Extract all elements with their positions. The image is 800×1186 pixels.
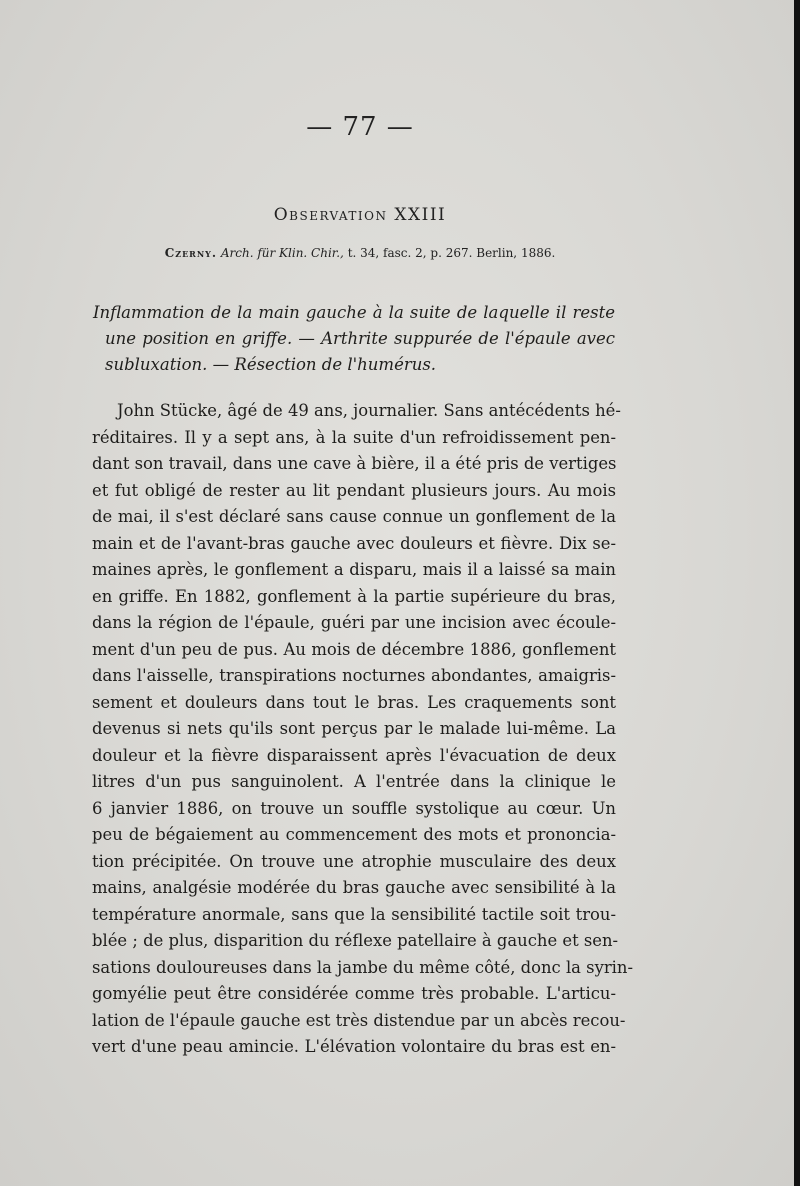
case-summary xyxy=(93,300,615,378)
body-line: dant son travail, dans une cave à bière, il a été pris de vertiges xyxy=(92,454,617,473)
body-line: 6 janvier 1886, on trouve un souffle systolique au cœur. Un xyxy=(92,798,616,818)
body-line: sement et douleurs dans tout le bras. Les craquements sont xyxy=(92,692,616,712)
body-line: et fut obligé de rester au lit pendant plusieurs jours. Au mois xyxy=(92,480,616,500)
body-line: douleur et la fièvre disparaissent après l'évacuation de deux xyxy=(92,745,616,765)
body-line: peu de bégaiement au commencement des mots et prononcia- xyxy=(92,825,616,844)
citation-details: t. 34, fasc. 2, p. 267. Berlin, 1886. xyxy=(347,246,556,260)
body-line: tion précipitée. On trouve une atrophie musculaire des deux xyxy=(92,851,616,871)
citation-journal: Arch. für Klin. Chir., xyxy=(220,246,344,260)
body-line: John Stücke, âgé de 49 ans, journalier. Sans antécédents hé- xyxy=(117,401,621,420)
body-line: devenus si nets qu'ils sont perçus par le malade lui-même. La xyxy=(92,719,616,738)
body-line: dans la région de l'épaule, guéri par une incision avec écoule- xyxy=(92,613,616,632)
body-line: vert d'une peau amincie. L'élévation volontaire du bras est en- xyxy=(92,1037,616,1056)
body-line: dans l'aisselle, transpirations nocturnes abondantes, amaigris- xyxy=(92,666,616,685)
citation-author: Czerny. xyxy=(164,246,218,260)
body-line: en griffe. En 1882, gonflement à la partie supérieure du bras, xyxy=(92,586,616,606)
summary-line: Inflammation de la main gauche à la suite de laquelle il reste xyxy=(93,303,615,322)
body-line: de mai, il s'est déclaré sans cause connue un gonflement de la xyxy=(92,507,616,526)
body-line: blée ; de plus, disparition du réflexe patellaire à gauche et sen- xyxy=(92,931,619,950)
observation-title: Observation XXIII xyxy=(273,205,447,225)
body-line: maines après, le gonflement a disparu, mais il a laissé sa main xyxy=(92,560,616,579)
body-line: main et de l'avant-bras gauche avec douleurs et fièvre. Dix se- xyxy=(92,533,616,553)
body-line: sations douloureuses dans la jambe du même côté, donc la syrin- xyxy=(92,957,634,977)
citation xyxy=(0,246,720,260)
summary-line: subluxation. — Résection de l'humérus. xyxy=(105,355,437,374)
page-edge-shadow xyxy=(794,0,800,1186)
page-number: — 77 — xyxy=(306,112,414,142)
case-body-text xyxy=(92,398,634,1061)
body-line: réditaires. Il y a sept ans, à la suite d'un refroidissement pen- xyxy=(92,427,616,447)
body-line: gomyélie peut être considérée comme très probable. L'articu- xyxy=(92,984,616,1003)
body-line: mains, analgésie modérée du bras gauche avec sensibilité à la xyxy=(92,878,616,897)
body-line: lation de l'épaule gauche est très distendue par un abcès recou- xyxy=(92,1010,626,1030)
body-line: ment d'un peu de pus. Au mois de décembre 1886, gonflement xyxy=(92,639,616,659)
body-line: température anormale, sans que la sensibilité tactile soit trou- xyxy=(92,904,616,924)
summary-line: une position en griffe. — Arthrite suppurée de l'épaule avec xyxy=(105,329,615,348)
body-line: litres d'un pus sanguinolent. A l'entrée dans la clinique le xyxy=(92,772,616,791)
